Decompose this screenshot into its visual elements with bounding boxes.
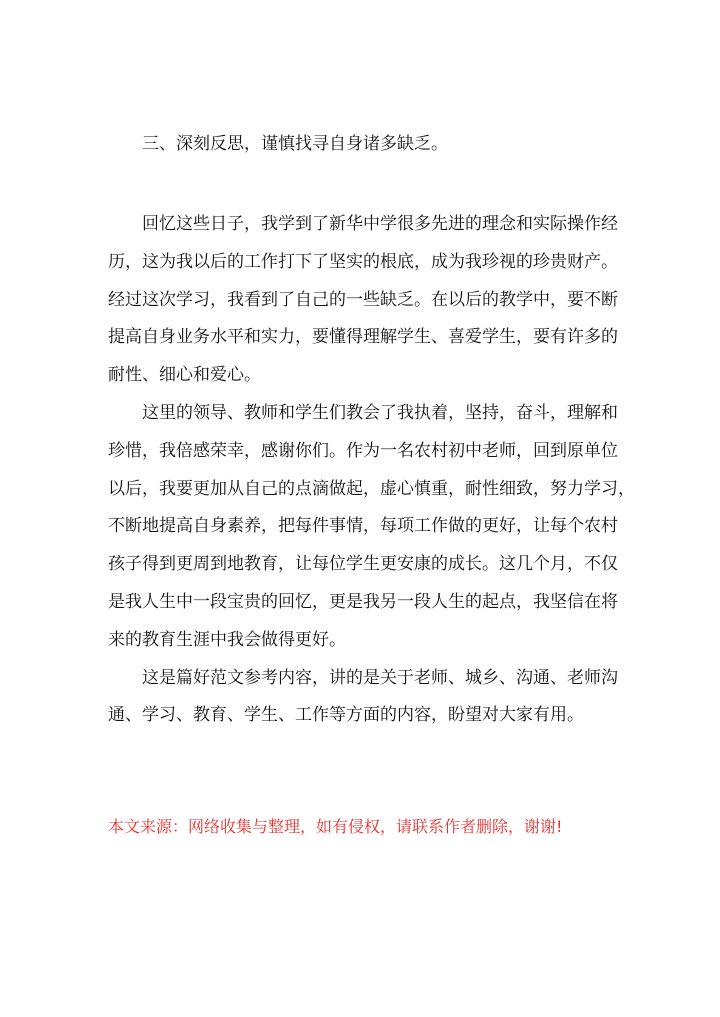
paragraph-line: 回忆这些日子，我学到了新华中学很多先进的理念和实际操作经 [142,214,618,234]
paragraph-line: 是我人生中一段宝贵的回忆，更是我另一段人生的起点，我坚信在将 [108,591,618,612]
paragraph-line: 这是篇好范文参考内容，讲的是关于老师、城乡、沟通、老师沟 [142,667,618,688]
source-disclaimer: 本文来源：网络收集与整理，如有侵权，请联系作者删除，谢谢! [108,817,563,836]
document-body [108,206,635,735]
paragraph-line: 通、学习、教育、学生、工作等方面的内容，盼望对大家有用。 [108,705,584,726]
section-heading: 三、深刻反思，谨慎找寻自身诸多缺乏。 [142,134,448,154]
paragraph-line: 以后，我要更加从自己的点滴做起，虚心慎重，耐性细致，努力学习， [108,478,635,499]
paragraph-line: 来的教育生涯中我会做得更好。 [108,629,346,650]
paragraph-line: 不断地提高自身素养，把每件事情，每项工作做的更好，让每个农村 [108,516,618,537]
paragraph-line: 珍惜，我倍感荣幸，感谢你们。作为一名农村初中老师，回到原单位 [108,440,618,461]
paragraph-line: 耐性、细心和爱心。 [108,365,261,386]
paragraph-line: 经过这次学习，我看到了自己的一些缺乏。在以后的教学中，要不断 [108,289,618,310]
paragraph-line: 这里的领导、教师和学生们教会了我执着，坚持，奋斗，理解和 [142,402,618,423]
paragraph-line: 历，这为我以后的工作打下了坚实的根底，成为我珍视的珍贵财产。 [108,251,618,272]
paragraph-line: 孩子得到更周到地教育，让每位学生更安康的成长。这几个月，不仅 [108,554,618,575]
paragraph-line: 提高自身业务水平和实力，要懂得理解学生、喜爱学生，要有许多的 [108,327,618,348]
